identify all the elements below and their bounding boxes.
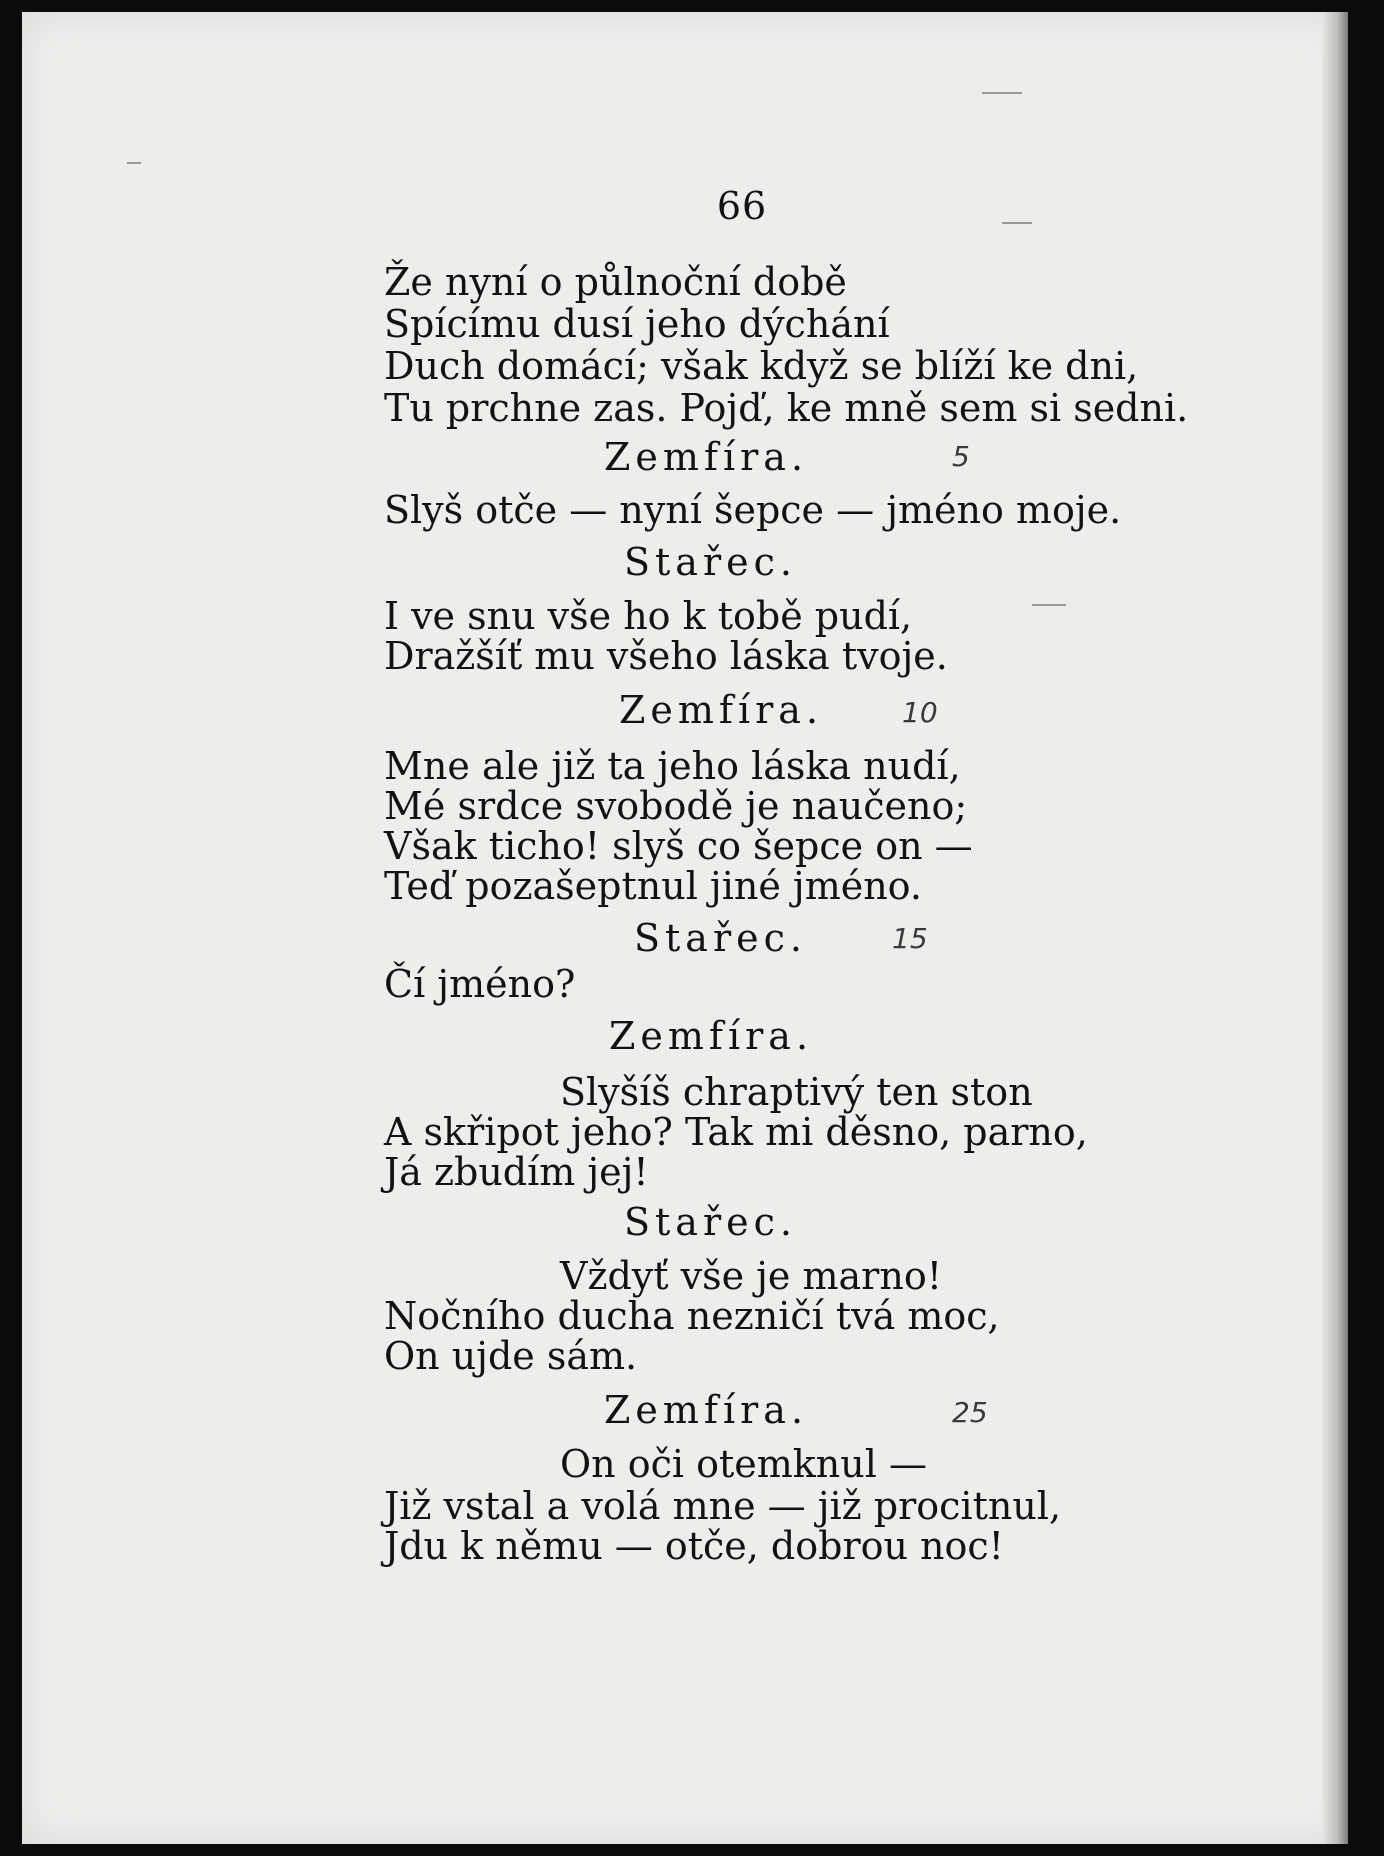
verse-line: Slyšíš chraptivý ten ston (560, 1070, 1033, 1114)
verse-line: A skřipot jeho? Tak mi děsno, parno, (384, 1110, 1088, 1154)
verse-line: Již vstal a volá mne — již procitnul, (384, 1484, 1062, 1528)
margin-line-number: 15 (892, 922, 928, 955)
verse-line: Že nyní o půlnoční době (384, 260, 847, 304)
speaker-heading: Zemfíra. (604, 435, 809, 479)
verse-line: Vždyť vše je marno! (560, 1254, 942, 1298)
verse-line: Duch domácí; však když se blíží ke dni, (384, 344, 1139, 388)
page-gutter (1322, 12, 1348, 1844)
speaker-heading: Stařec. (634, 916, 807, 960)
margin-line-number: 5 (952, 440, 970, 473)
speaker-heading: Zemfíra. (609, 1014, 814, 1058)
verse-line: Spícímu dusí jeho dýchání (384, 302, 890, 346)
scan-speck (1032, 604, 1066, 606)
speaker-heading: Stařec. (624, 1200, 797, 1244)
verse-line: Slyš otče — nyní šepce — jméno moje. (384, 488, 1122, 532)
speaker-heading: Zemfíra. (619, 688, 824, 732)
book-page (22, 12, 1348, 1844)
verse-line: Jdu k němu — otče, dobrou noc! (384, 1524, 1004, 1568)
verse-line: On oči otemknul — (560, 1442, 927, 1486)
verse-line: On ujde sám. (384, 1334, 638, 1378)
margin-line-number: 10 (902, 696, 938, 729)
verse-line: Však ticho! slyš co šepce on — (384, 824, 973, 868)
verse-line: I ve snu vše ho k tobě pudí, (384, 594, 913, 638)
verse-line: Tu prchne zas. Pojď, ke mně sem si sedni. (384, 386, 1189, 430)
scan-speck (1002, 222, 1032, 224)
speaker-heading: Stařec. (624, 540, 797, 584)
verse-line: Já zbudím jej! (384, 1150, 649, 1194)
verse-line: Dražšíť mu všeho láska tvoje. (384, 634, 948, 678)
page-number: 66 (716, 184, 768, 228)
scan-speck (982, 92, 1022, 94)
margin-line-number: 25 (952, 1396, 988, 1429)
verse-line: Teď pozašeptnul jiné jméno. (384, 864, 922, 908)
verse-line: Čí jméno? (384, 962, 576, 1006)
verse-line: Mne ale již ta jeho láska nudí, (384, 744, 961, 788)
verse-line: Mé srdce svobodě je naučeno; (384, 784, 968, 828)
speaker-heading: Zemfíra. (604, 1388, 809, 1432)
verse-line: Nočního ducha nezničí tvá moc, (384, 1294, 1000, 1338)
scan-speck (127, 162, 141, 164)
